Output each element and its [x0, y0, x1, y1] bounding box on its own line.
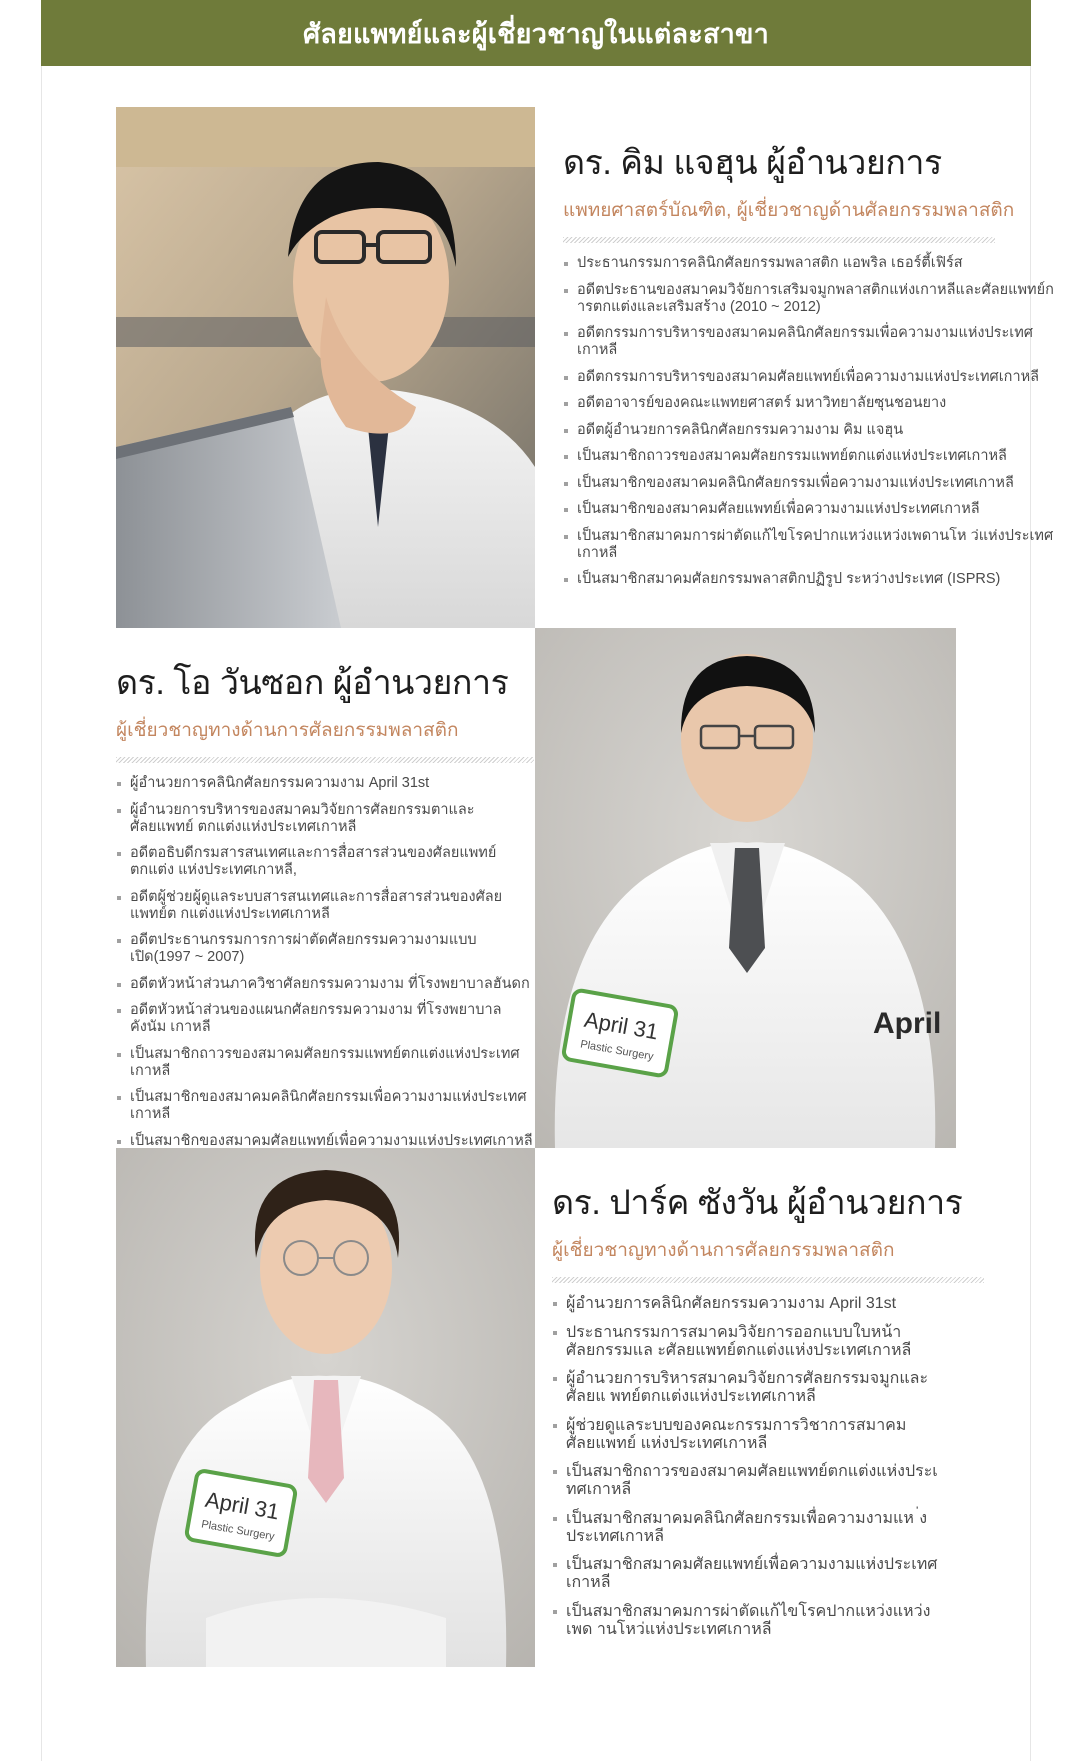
credential-item: อดีตหัวหน้าส่วนของแผนกศัลยกรรมความงาม ที่โรงพยาบาล คังนัม เกาหลี: [116, 1002, 534, 1036]
credential-item: ผู้อำนวยการคลินิกศัลยกรรมความงาม April 31st: [552, 1295, 952, 1313]
credential-item: เป็นสมาชิกถาวรของสมาคมศัลยกรรมแพทย์ตกแต่งแห่งประเทศเกาหลี: [563, 448, 1058, 465]
badge-subtext: Plastic Surgery: [200, 1518, 276, 1544]
doctor-kim-info: [563, 135, 1058, 598]
credential-item: เป็นสมาชิกของสมาคมศัลยแพทย์เพื่อความงามแห่งประเทศเกาหลี: [116, 1133, 534, 1150]
doctor-name: ดร. โอ วันซอก ผู้อำนวยการ: [116, 664, 509, 702]
credential-item: ประธานกรรมการคลินิกศัลยกรรมพลาสติก แอพริล เธอร์ตี้เฟิร์ส: [563, 255, 1058, 272]
doctor-subtitle: ผู้เชี่ยวชาญทางด้านการศัลยกรรมพลาสติก: [116, 720, 459, 741]
doctor-name: ดร. ปาร์ค ซังวัน ผู้อำนวยการ: [552, 1184, 963, 1222]
credential-item: อดีตกรรมการบริหารของสมาคมศัลยแพทย์เพื่อความงามแห่งประเทศเกาหลี: [563, 369, 1058, 386]
credentials-list: [552, 1295, 952, 1639]
credential-item: เป็นสมาชิกถาวรของสมาคมศัลยแพทย์ตกแต่งแห่งประเ ทศเกาหลี: [552, 1463, 952, 1499]
credential-item: อดีตกรรมการบริหารของสมาคมคลินิกศัลยกรรมเพื่อความงามแห่งประเทศเกาหลี: [563, 325, 1058, 359]
credential-item: ประธานกรรมการสมาคมวิจัยการออกแบบใบหน้าศัลยกรรมแล ะศัลยแพทย์ตกแต่งแห่งประเทศเกาหลี: [552, 1324, 952, 1360]
section-title: ศัลยแพทย์และผู้เชี่ยวชาญในแต่ละสาขา: [302, 18, 770, 50]
credential-item: ผู้อำนวยการบริหารสมาคมวิจัยการศัลยกรรมจมูกและศัลยแ พทย์ตกแต่งแห่งประเทศเกาหลี: [552, 1370, 952, 1406]
badge-text: April 31: [203, 1486, 282, 1525]
credential-item: ผู้ช่วยดูแลระบบของคณะกรรมการวิชาการสมาคมศัลยแพทย์ แห่งประเทศเกาหลี: [552, 1417, 952, 1453]
doctor-subtitle: ผู้เชี่ยวชาญทางด้านการศัลยกรรมพลาสติก: [552, 1240, 895, 1261]
credential-item: อดีตประธานกรรมการการผ่าตัดศัลยกรรมความงามแบบเปิด(1997 ~ 2007): [116, 932, 534, 966]
credential-item: เป็นสมาชิกสมาคมศัลยแพทย์เพื่อความงามแห่งประเทศเกาหลี: [552, 1556, 952, 1592]
credential-item: อดีตอาจารย์ของคณะแพทยศาสตร์ มหาวิทยาลัยซุนชอนยาง: [563, 395, 1058, 412]
doctor-park-info: [552, 1175, 992, 1649]
credential-item: เป็นสมาชิกสมาคมการผ่าตัดแก้ไขโรคปากแหว่งแหว่งเพด านโหว่แห่งประเทศเกาหลี: [552, 1603, 952, 1639]
credential-item: ผู้อำนวยการคลินิกศัลยกรรมความงาม April 31st: [116, 775, 534, 792]
credential-item: เป็นสมาชิกของสมาคมศัลยแพทย์เพื่อความงามแห่งประเทศเกาหลี: [563, 501, 1058, 518]
credential-item: เป็นสมาชิกถาวรของสมาคมศัลยกรรมแพทย์ตกแต่งแห่งประเทศเกาหลี: [116, 1046, 534, 1080]
badge-subtext: Plastic Surgery: [579, 1038, 655, 1064]
credential-item: อดีตประธานของสมาคมวิจัยการเสริมจมูกพลาสติกแห่งเกาหลีและศัลยแพทย์ก ารตกแต่งและเสริมสร้าง (2010 ~ 2012): [563, 282, 1058, 316]
credential-item: ผู้อำนวยการบริหารของสมาคมวิจัยการศัลยกรรมตาและศัลยแพทย์ ตกแต่งแห่งประเทศเกาหลี: [116, 802, 534, 836]
badge-text: April 31: [582, 1006, 661, 1045]
credential-item: อดีตผู้ช่วยผู้ดูแลระบบสารสนเทศและการสื่อสารส่วนของศัลยแพทย์ต กแต่งแห่งประเทศเกาหลี: [116, 889, 534, 923]
credentials-list: [563, 255, 1058, 588]
credential-item: อดีตผู้อำนวยการคลินิกศัลยกรรมความงาม คิม แจฮุน: [563, 422, 1058, 439]
credential-item: อดีตอธิบดีกรมสารสนเทศและการสื่อสารส่วนของศัลยแพทย์ตกแต่ง แห่งประเทศเกาหลี,: [116, 845, 534, 879]
credential-item: เป็นสมาชิกสมาคมคลินิกศัลยกรรมเพื่อความงามแห ่งประเทศเกาหลี: [552, 1510, 952, 1546]
divider: [563, 237, 995, 243]
doctor-oh-photo: [535, 628, 956, 1148]
credential-item: เป็นสมาชิกของสมาคมคลินิกศัลยกรรมเพื่อความงามแห่งประเทศเกาหลี: [563, 475, 1058, 492]
credential-item: เป็นสมาชิกของสมาคมคลินิกศัลยกรรมเพื่อความงามแห่งประเทศเกาหลี: [116, 1089, 534, 1123]
doctor-park-photo: [116, 1148, 535, 1667]
divider: [116, 757, 534, 763]
divider: [552, 1277, 984, 1283]
credential-item: อดีตหัวหน้าส่วนภาควิชาศัลยกรรมความงาม ที่โรงพยาบาลฮันดก: [116, 976, 534, 993]
credential-item: เป็นสมาชิกสมาคมการผ่าตัดแก้ไขโรคปากแหว่งแหว่งเพดานโห ว่แห่งประเทศเกาหลี: [563, 528, 1058, 562]
coat-logo-text: April: [873, 1007, 942, 1040]
doctor-kim-photo: [116, 107, 535, 628]
section-header: [41, 0, 1031, 66]
credential-item: เป็นสมาชิกสมาคมศัลยกรรมพลาสติกปฏิรูป ระหว่างประเทศ (ISPRS): [563, 571, 1058, 588]
doctor-subtitle: แพทยศาสตร์บัณฑิต, ผู้เชี่ยวชาญด้านศัลยกรรมพลาสติก: [563, 200, 1015, 221]
doctor-name: ดร. คิม แจฮุน ผู้อำนวยการ: [563, 144, 942, 182]
